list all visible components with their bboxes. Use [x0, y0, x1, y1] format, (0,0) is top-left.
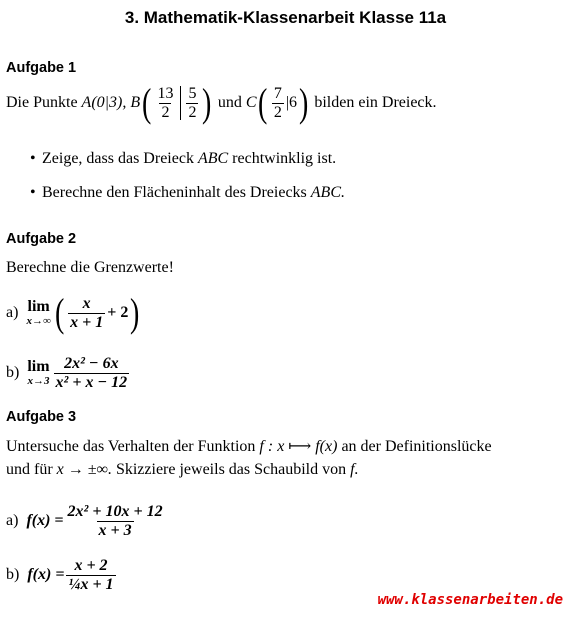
task3-line-2	[6, 460, 359, 480]
line2-f: f.	[350, 461, 359, 478]
bullet1-post: rechtwinklig ist.	[232, 150, 337, 167]
task1-heading: Aufgabe 1	[6, 60, 77, 76]
paren-open: (	[142, 80, 152, 125]
b-den: x² + x − 12	[55, 373, 128, 391]
task1-bullet-2	[30, 184, 345, 202]
b-num: x + 2	[74, 556, 108, 574]
a-den: x + 1	[70, 313, 104, 331]
c-x-num: 7	[273, 84, 282, 102]
task2-part-a	[6, 290, 142, 336]
line2-pre: und für	[6, 461, 53, 478]
b-y-den: 2	[188, 103, 197, 121]
paren-open: (	[54, 290, 65, 335]
limit-operator	[26, 299, 50, 327]
c-y: |6	[285, 94, 298, 111]
task2-part-b	[6, 350, 131, 396]
point-a: A(0|3),	[81, 94, 127, 111]
lim-word: lim	[27, 298, 50, 315]
watermark: www.klassenarbeiten.de	[377, 592, 563, 608]
c-x-fraction	[272, 85, 284, 122]
a-fraction	[66, 503, 165, 540]
und: und	[217, 94, 242, 111]
bullet2-pre: Berechne den Flächeninhalt des Dreiecks	[42, 184, 307, 201]
line1-pre: Untersuche das Verhalten der Funktion	[6, 438, 256, 455]
lim-sub: x→∞	[26, 315, 51, 327]
limit-operator	[27, 359, 49, 387]
point-b-label: B	[130, 94, 141, 111]
bullet1-pre: Zeige, dass das Dreieck	[42, 150, 194, 167]
line1-math: f : x ⟼ f(x)	[259, 438, 338, 455]
a-fraction	[68, 295, 105, 332]
part-b-label: b)	[6, 364, 20, 381]
part-a-label: a)	[6, 304, 19, 321]
paren-close: )	[299, 80, 309, 125]
a-plus: + 2	[107, 304, 129, 321]
separator	[180, 86, 181, 120]
line2-math: x → ±∞.	[56, 461, 112, 478]
task1-intro	[6, 80, 437, 126]
task1-bullet-1	[30, 150, 336, 168]
bullet-dot: •	[30, 184, 36, 201]
b-num: 2x² − 6x	[64, 354, 119, 372]
intro-start: Die Punkte	[6, 94, 78, 111]
part-a-label: a)	[6, 512, 19, 529]
line1-post: an der Definitionslücke	[341, 438, 492, 455]
task2-intro: Berechne die Grenzwerte!	[6, 259, 174, 276]
b-fraction	[54, 355, 130, 392]
task3-part-a	[6, 498, 167, 544]
line2-mid: Skizziere jeweils das Schaubild von	[115, 461, 347, 478]
point-c-label: C	[245, 94, 257, 111]
lim-sub: x→3	[27, 375, 50, 387]
a-num: x	[82, 294, 91, 312]
c-x-den: 2	[273, 103, 282, 121]
b-y-num: 5	[188, 84, 197, 102]
b-x-num: 13	[157, 84, 174, 102]
bullet1-abc: ABC	[197, 150, 229, 167]
bullet2-abc: ABC.	[310, 184, 345, 201]
task3-part-b	[6, 552, 118, 598]
paren-open: (	[258, 80, 268, 125]
a-lhs: f(x) =	[26, 512, 64, 529]
b-lhs: f(x) =	[27, 566, 65, 583]
task2-heading: Aufgabe 2	[6, 231, 77, 247]
b-fraction	[66, 557, 115, 594]
paren-close: )	[130, 290, 140, 335]
b-x-den: 2	[161, 103, 170, 121]
a-num: 2x² + 10x + 12	[67, 502, 163, 520]
task3-heading: Aufgabe 3	[6, 409, 77, 425]
b-y-fraction	[186, 85, 198, 122]
task3-line-1	[6, 437, 492, 457]
page-title: 3. Mathematik-Klassenarbeit Klasse 11a	[124, 8, 447, 27]
part-b-label: b)	[6, 566, 20, 583]
a-den: x + 3	[98, 521, 132, 539]
paren-close: )	[202, 80, 212, 125]
bullet-dot: •	[30, 150, 36, 167]
lim-word: lim	[27, 358, 50, 375]
b-den: ¼x + 1	[68, 575, 114, 593]
intro-end: bilden ein Dreieck.	[314, 94, 437, 111]
b-x-fraction	[155, 85, 175, 122]
